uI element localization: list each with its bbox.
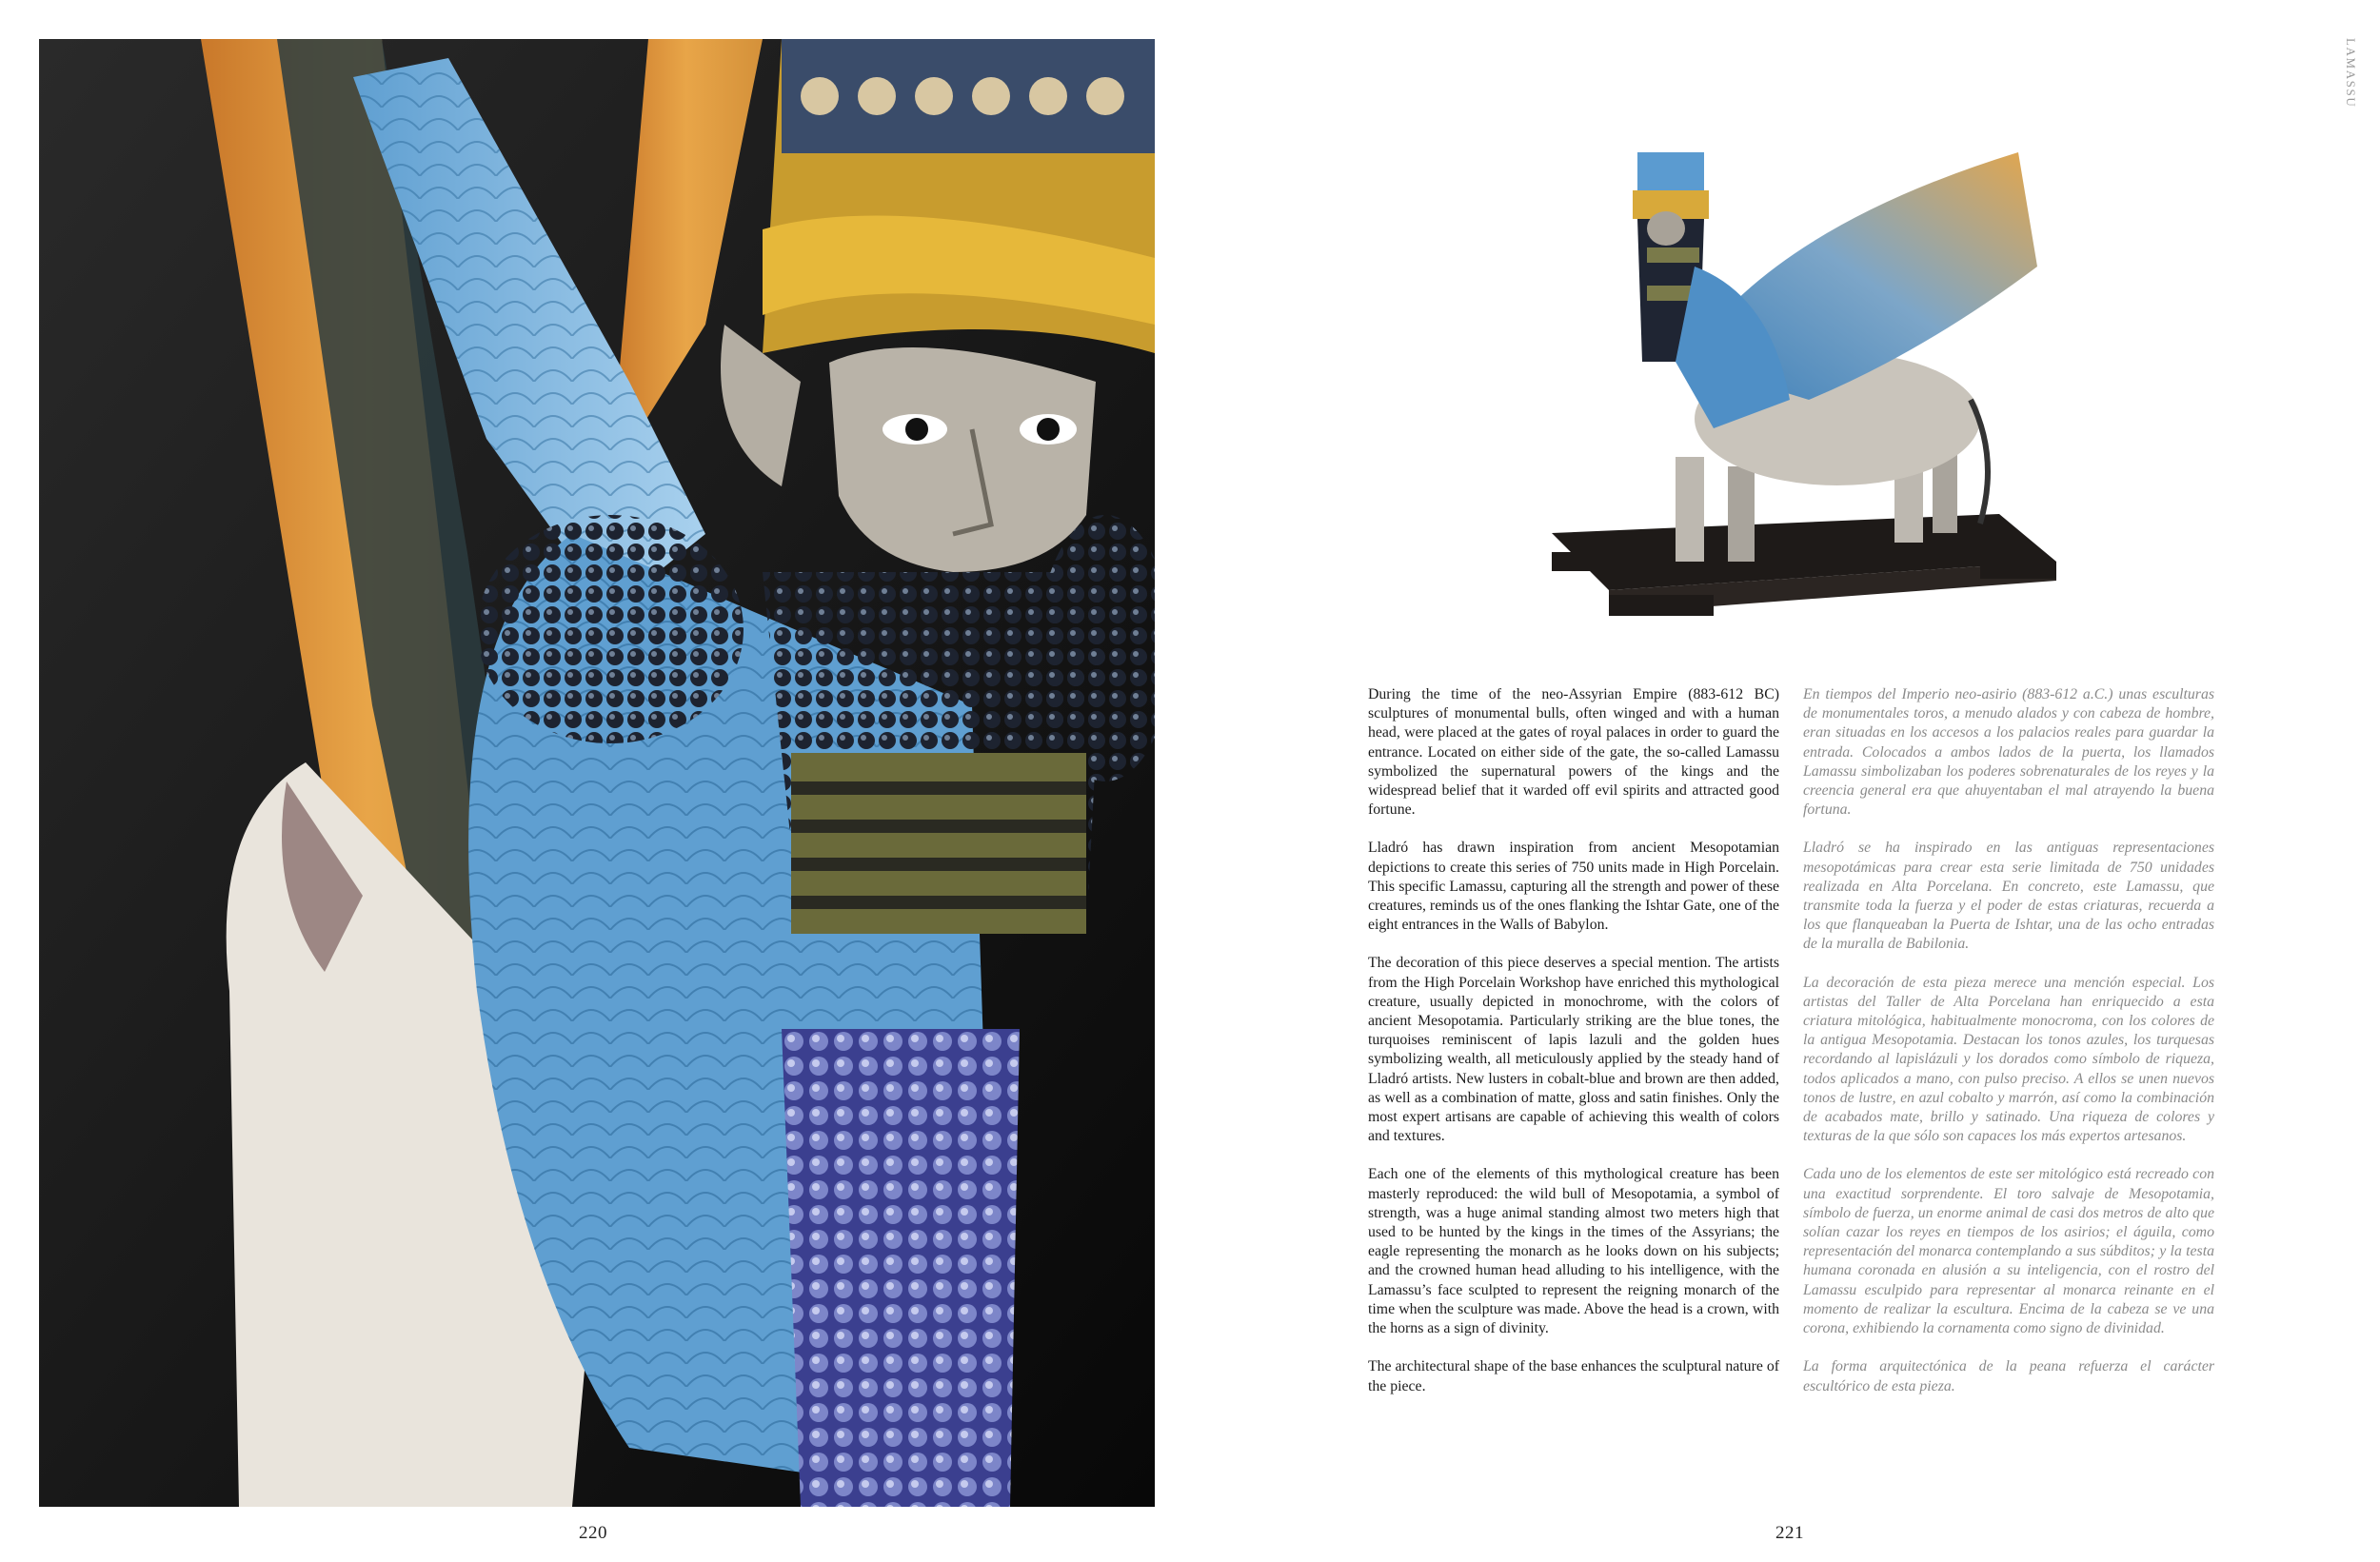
english-paragraph-2: Lladró has drawn inspiration from ancient Mesopotamian depictions to create this series of 750 units made in High Porcelain. This specific Lamassu, capturing all the strength and power of these creatures, reminds us of the ones flanking the Ishtar Gate, one of the eight entrances in the Walls of Babylon. bbox=[1368, 840, 1779, 934]
spanish-paragraph-3: La decoración de esta pieza merece una mención especial. Los artistas del Taller de Alta Porcelana han enriquecido a esta criatura mitológica, habitualmente monocroma, con los colores de la antigua Mesopotamia. Destacan los tonos azules, los turquesas recordando al lapislázuli y los dorados como símbolo de riqueza, todos aplicados a mano, con pulso preciso. A ellos se unen nuevos tonos de lustre, en azul cobalto y marrón, así como la combinación de acabados mate, brillo y satinado. Una riqueza de colores y texturas de la que sólo son capaces los más expertos artesanos. bbox=[1803, 974, 2214, 1145]
spanish-paragraph-5: La forma arquitectónica de la peana refuerza el carácter escultórico de esta pieza. bbox=[1803, 1358, 2214, 1394]
running-head bbox=[2339, 38, 2358, 114]
spanish-text-column bbox=[1803, 685, 2214, 1415]
lamassu-figure-illustration bbox=[1523, 114, 2075, 657]
page-number-left: 220 bbox=[579, 1523, 607, 1543]
lamassu-figure-photo bbox=[1523, 114, 2075, 657]
page-number-right: 221 bbox=[1775, 1523, 1804, 1543]
spanish-paragraph-1: En tiempos del Imperio neo-asirio (883-612 a.C.) unas esculturas de monumentales toros, a menudo alados y con cabeza de hombre, eran situadas en los accesos a los palacios reales para guardar la entrada. Colocados a ambos lados de la puerta, los llamados Lamassu simbolizaban los poderes sobrenaturales de los reyes y la creencia general era que ahuyentaban el mal atrayendo la buena fortuna. bbox=[1803, 686, 2214, 819]
english-paragraph-3: The decoration of this piece deserves a special mention. The artists from the High Porcelain Workshop have enriched this mythological creature, usually depicted in monochrome, with the colors of ancient Mesopotamia. Particularly striking are the blue tones, the turquoises reminiscent of lapis lazuli and the golden hues symbolizing wealth, all meticulously applied by the steady hand of Lladró artists. New lusters in cobalt-blue and brown are then added, as well as a combination of matte, gloss and satin finishes. Only the most expert artisans are capable of achieving this wealth of colors and textures. bbox=[1368, 955, 1779, 1145]
running-head-text: LAMASSU bbox=[2344, 38, 2358, 109]
english-text-column bbox=[1368, 685, 1779, 1415]
spanish-paragraph-2: Lladró se ha inspirado en las antiguas representaciones mesopotámicas para crear esta serie limitada de 750 unidades realizada en Alta Porcelana. En concreto, este Lamassu, que transmite toda la fuerza y el poder de estas criaturas, recuerda a los que flanqueaban la Puerta de Ishtar, una de las ocho entradas de la muralla de Babilonia. bbox=[1803, 840, 2214, 953]
lamassu-closeup-illustration bbox=[39, 39, 1155, 1507]
lamassu-closeup-photo bbox=[39, 39, 1155, 1507]
spanish-paragraph-4: Cada uno de los elementos de este ser mitológico está recreado con una exactitud sorprendente. El toro salvaje de Mesopotamia, símbolo de fuerza, un enorme animal de casi dos metros de alto que solían cazar los reyes en tiempos de los asirios; el águila, como representación del monarca contemplando a sus súbditos; y la testa humana coronada en alusión a su inteligencia, con el rostro del Lamassu esculpido para representar al monarca reinante en el momento de realizar la escultura. Encima de la cabeza se ve una corona, exhibiendo la cornamenta como signo de divinidad. bbox=[1803, 1166, 2214, 1337]
english-paragraph-4: Each one of the elements of this mythological creature has been masterly reproduced: the wild bull of Mesopotamia, a symbol of strength, was a huge animal standing almost two meters high that used to be hunted by the kings in the times of the Assyrians; the eagle representing the monarch as he looks down on his subjects; and the crowned human head alluding to his intelligence, with the Lamassu’s face sculpted to represent the reigning monarch of the time when the sculpture was made. Above the head is a crown, with the horns as a sign of divinity. bbox=[1368, 1166, 1779, 1337]
english-paragraph-5: The architectural shape of the base enhances the sculptural nature of the piece. bbox=[1368, 1358, 1779, 1394]
english-paragraph-1: During the time of the neo-Assyrian Empire (883-612 BC) sculptures of monumental bulls, often winged and with a human head, were placed at the gates of royal palaces in order to guard the entrance. Located on either side of the gate, the so-called Lamassu symbolized the supernatural powers of the kings and the widespread belief that it warded off evil spirits and attracted good fortune. bbox=[1368, 686, 1779, 819]
